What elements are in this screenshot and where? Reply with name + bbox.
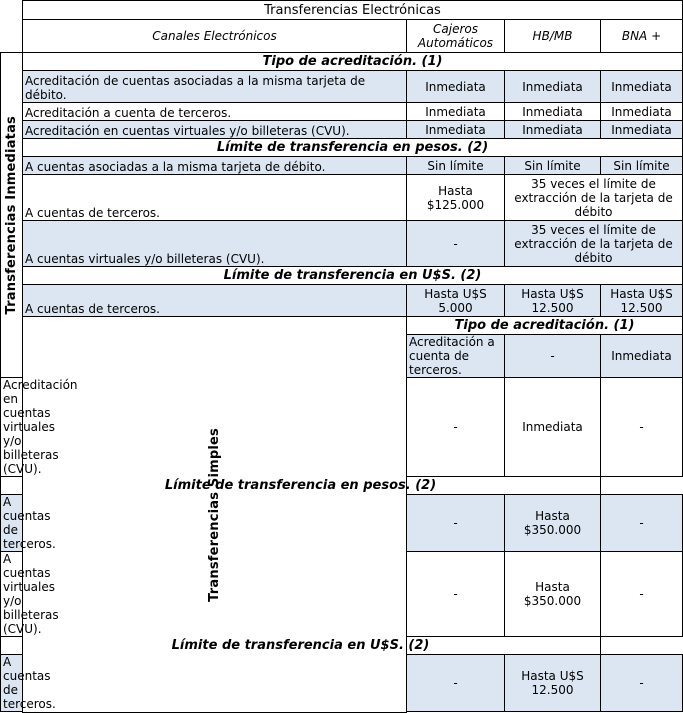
cell-cajeros: - — [407, 378, 505, 477]
cell-cajeros: Inmediata — [407, 103, 505, 121]
cell-hbmb: Inmediata — [601, 335, 683, 378]
header-hbmb: HB/MB — [505, 20, 601, 53]
group-label-text: Transferencias Inmediatas — [3, 115, 19, 315]
cell-bna: Hasta U$S 12.500 — [601, 285, 683, 317]
section-title: Límite de transferencia en pesos. (2) — [1, 477, 601, 495]
corner-blank-2 — [1, 20, 23, 53]
table-row — [1, 121, 683, 139]
row-label: A cuentas asociadas a la misma tarjeta de débito. — [23, 157, 407, 175]
cell-hbmb: Hasta $350.000 — [505, 552, 601, 637]
row-label: A cuentas de terceros. — [23, 285, 407, 317]
cell-hbmb: Hasta U$S 12.500 — [505, 285, 601, 317]
cell-hbmb: Hasta U$S 12.500 — [505, 655, 601, 712]
cell-bna: - — [601, 378, 683, 477]
cell-bna: Inmediata — [601, 103, 683, 121]
cell-bna: Sin límite — [601, 157, 683, 175]
spacer — [1, 712, 601, 713]
header-cajeros: Cajeros Automáticos — [407, 20, 505, 53]
cell-cajeros: - — [407, 655, 505, 712]
section-title: Tipo de acreditación. (1) — [407, 317, 683, 335]
row-label: A cuentas de terceros. — [1, 495, 23, 552]
row-label: A cuentas virtuales y/o billeteras (CVU). — [1, 552, 23, 637]
table-row — [1, 157, 683, 175]
cell-cajeros: - — [407, 495, 505, 552]
cell-bna: - — [601, 552, 683, 637]
table-row — [1, 103, 683, 121]
cell-bna: - — [601, 495, 683, 552]
row-label: Acreditación a cuenta de terceros. — [407, 335, 505, 378]
cell-cajeros: Inmediata — [407, 121, 505, 139]
cell-bna: Inmediata — [601, 121, 683, 139]
title-row — [1, 1, 683, 20]
table-row — [1, 285, 683, 317]
section-title: Límite de transferencia en U$S. (2) — [23, 267, 683, 285]
cell-cajeros: Sin límite — [407, 157, 505, 175]
cell-hbmb: Inmediata — [505, 378, 601, 477]
cell-cajeros: - — [505, 335, 601, 378]
group-label-inmediatas — [1, 53, 23, 378]
cell-cajeros: Hasta $125.000 — [407, 175, 505, 221]
table-row — [1, 175, 683, 221]
row-label: A cuentas de terceros. — [1, 655, 23, 712]
section-title: Límite de transferencia en U$S. (2) — [1, 637, 601, 655]
row-label: A cuentas virtuales y/o billeteras (CVU). — [23, 221, 407, 267]
table-row — [1, 221, 683, 267]
cell-hbmb-bna: 35 veces el límite de extracción de la tarjeta de débito — [505, 175, 683, 221]
header-canales: Canales Electrónicos — [23, 20, 407, 53]
row-label: Acreditación en cuentas virtuales y/o billeteras (CVU). — [1, 378, 23, 477]
header-bna: BNA + — [601, 20, 683, 53]
table-row — [1, 71, 683, 103]
header-row — [1, 20, 683, 53]
cell-hbmb: Inmediata — [505, 121, 601, 139]
cell-hbmb: Hasta $350.000 — [505, 495, 601, 552]
cell-bna: - — [601, 655, 683, 712]
row-label: Acreditación a cuenta de terceros. — [23, 103, 407, 121]
corner-blank — [1, 1, 23, 20]
row-label: A cuentas de terceros. — [23, 175, 407, 221]
cell-cajeros: Inmediata — [407, 71, 505, 103]
cell-hbmb: Inmediata — [505, 71, 601, 103]
cell-hbmb: Sin límite — [505, 157, 601, 175]
section-title: Tipo de acreditación. (1) — [23, 53, 683, 71]
cell-hbmb-bna: 35 veces el límite de extracción de la tarjeta de débito — [505, 221, 683, 267]
group-label-text: Transferencias Simples — [206, 427, 222, 602]
cell-bna: Inmediata — [601, 71, 683, 103]
cell-hbmb: Inmediata — [505, 103, 601, 121]
cell-cajeros: Hasta U$S 5.000 — [407, 285, 505, 317]
cell-cajeros: - — [407, 221, 505, 267]
cell-cajeros: - — [407, 552, 505, 637]
section-title: Límite de transferencia en pesos. (2) — [23, 139, 683, 157]
row-label: Acreditación en cuentas virtuales y/o billeteras (CVU). — [23, 121, 407, 139]
table-title: Transferencias Electrónicas — [23, 1, 683, 20]
row-label: Acreditación de cuentas asociadas a la misma tarjeta de débito. — [23, 71, 407, 103]
